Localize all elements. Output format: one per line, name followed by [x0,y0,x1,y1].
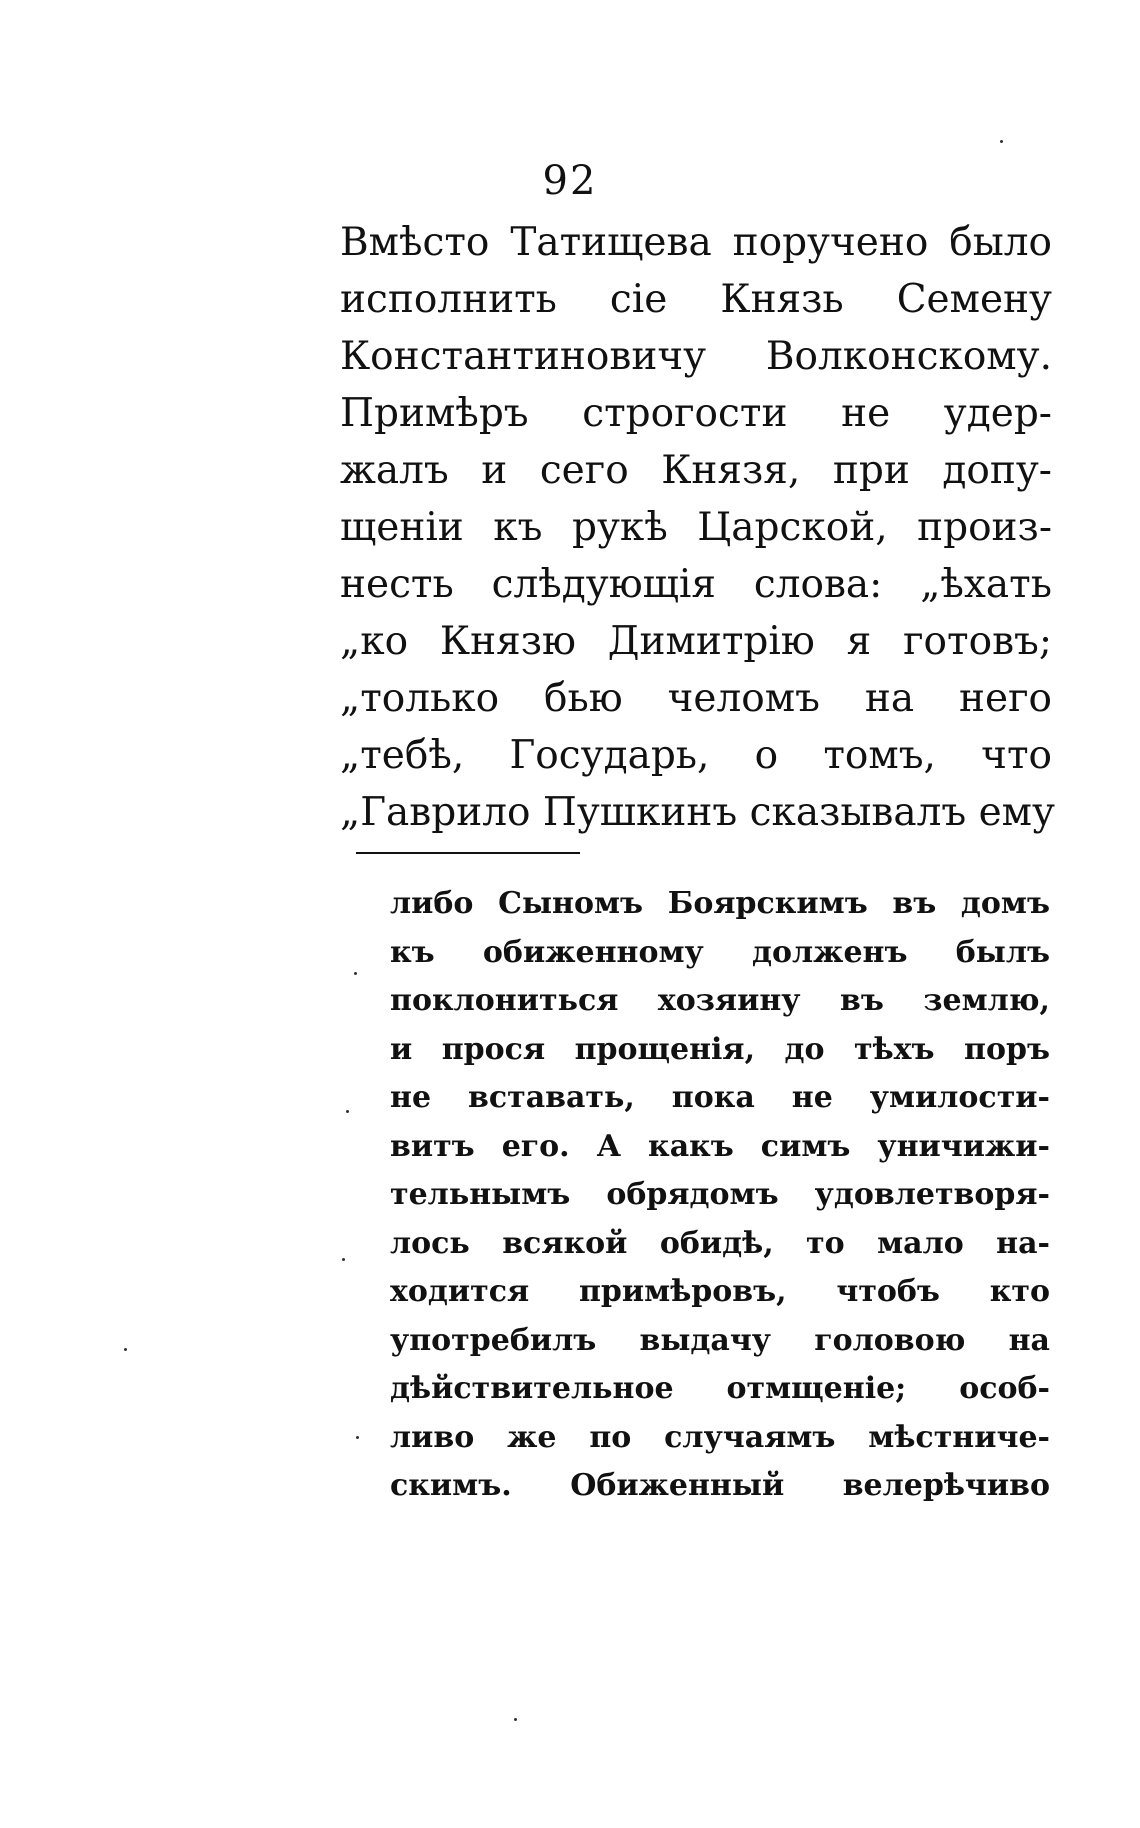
main-text-line: несть слѣдующія слова: „ѣхать [340,562,1052,607]
footnote-line: не вставать, пока не умилости- [390,1080,1050,1115]
main-text-line: исполнить сіе Князь Семену [340,277,1052,322]
footnote-divider [356,852,580,854]
print-speck [346,1110,349,1113]
footnote-line: либо Сыномъ Боярскимъ въ домъ [390,886,1050,921]
footnote-line: къ обиженному долженъ былъ [390,934,1050,970]
print-speck [514,1718,517,1721]
footnote-line: поклониться хозяину въ землю, [390,983,1050,1018]
footnote-line: скимъ. Обиженный велерѣчиво [390,1468,1050,1503]
footnote-line: лось всякой обидѣ, то мало на- [390,1225,1050,1261]
main-text-line: „Гаврило Пушкинъ сказывалъ ему [340,790,1055,835]
main-text-block [340,214,1055,841]
footnote-line: ливо же по случаямъ мѣстниче- [390,1419,1050,1455]
print-speck [342,1258,345,1261]
print-speck [1000,140,1003,143]
page-number: 92 [542,158,598,204]
main-text-line: Вмѣсто Татищева поручено было [340,220,1052,265]
footnote-line: дѣйствительное отмщеніе; особ- [390,1371,1050,1406]
footnote-line: и прося прощенія, до тѣхъ поръ [390,1031,1050,1067]
main-text-line: жалъ и сего Князя, при допу- [340,448,1052,493]
main-text-line: „тебѣ, Государь, о томъ, что [340,733,1052,778]
footnote-line: тельнымъ обрядомъ удовлетворя- [390,1177,1050,1212]
main-text-line: „ко Князю Димитрію я готовъ; [340,619,1052,664]
print-speck [124,1348,127,1351]
main-text-line: Примѣръ строгости не удер- [340,391,1052,436]
footnote-line: употребилъ выдачу головою на [390,1322,1050,1358]
print-speck [356,1436,359,1439]
footnote-line: витъ его. А какъ симъ уничижи- [390,1128,1050,1164]
main-text-line: „только бью челомъ на него [340,676,1052,721]
print-speck [354,972,357,975]
main-text-line: щеніи къ рукѣ Царской, произ- [340,505,1052,550]
footnote-line: ходится примѣровъ, чтобъ кто [390,1274,1050,1309]
main-text-line: Константиновичу Волконскому. [340,334,1052,379]
footnote-block [390,880,1050,1511]
